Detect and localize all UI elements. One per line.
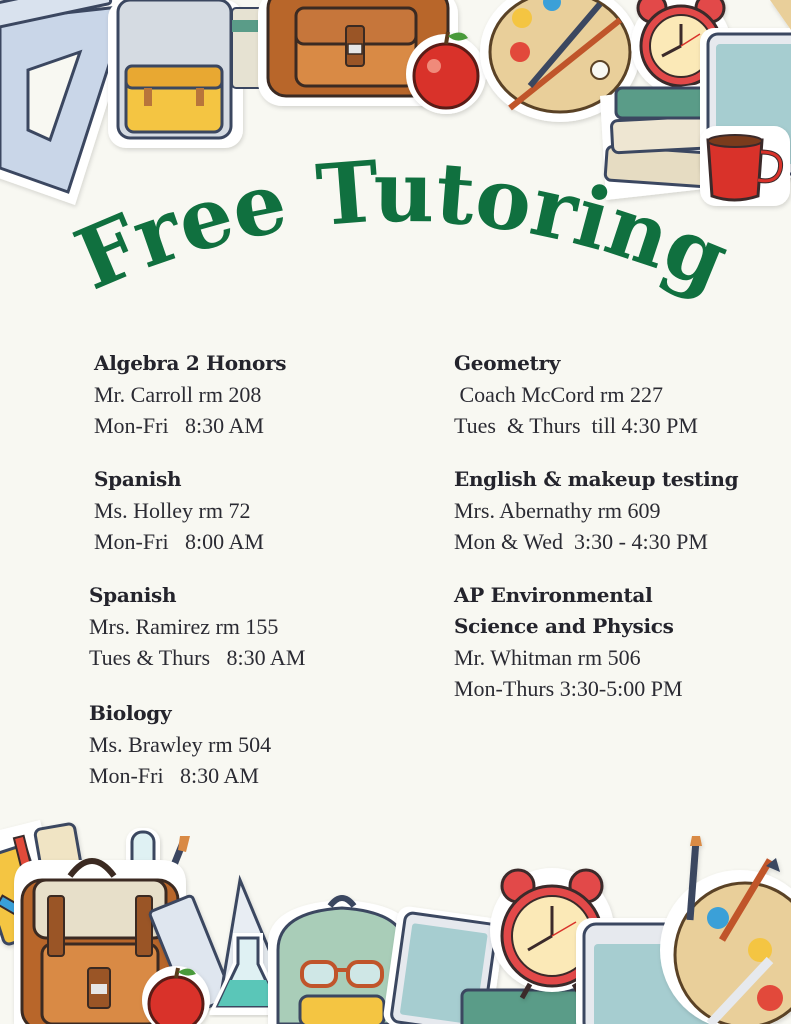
teacher-room: Mr. Whitman rm 506: [454, 645, 641, 670]
paint-palette-icon: [660, 836, 791, 1024]
subject-name: English & makeup testing: [454, 467, 739, 491]
subject-name: Spanish: [89, 583, 177, 607]
schedule: Mon-Fri 8:30 AM: [94, 413, 264, 438]
svg-text:Free Tutoring: [62, 150, 742, 310]
schedule: Mon-Thurs 3:30-5:00 PM: [454, 676, 683, 701]
teacher-room: Mr. Carroll rm 208: [94, 382, 262, 407]
subject-name: Geometry: [454, 351, 561, 375]
tutoring-entry: [454, 464, 738, 557]
subject-name: AP Environmental: [454, 583, 653, 607]
tutoring-entry: [454, 580, 683, 704]
schedule: Tues & Thurs 8:30 AM: [89, 645, 306, 670]
tutoring-entry: [94, 348, 286, 441]
subject-name: Spanish: [94, 467, 182, 491]
teacher-room: Ms. Brawley rm 504: [89, 732, 272, 757]
schedule: Mon-Fri 8:30 AM: [89, 763, 259, 788]
schedule: Tues & Thurs till 4:30 PM: [454, 413, 698, 438]
subject-name-continued: Science and Physics: [454, 614, 674, 638]
teacher-room: Mrs. Ramirez rm 155: [89, 614, 279, 639]
tutoring-entry: [89, 580, 305, 673]
schedule: Mon & Wed 3:30 - 4:30 PM: [454, 529, 708, 554]
page-title: [0, 150, 791, 340]
schedule: Mon-Fri 8:00 AM: [94, 529, 264, 554]
tutoring-entry: [94, 464, 264, 557]
teacher-room: Mrs. Abernathy rm 609: [454, 498, 661, 523]
subject-name: Biology: [89, 701, 172, 725]
teacher-room: Coach McCord rm 227: [454, 382, 663, 407]
page-title-text: Free Tutoring: [61, 150, 743, 310]
tutoring-entry: [89, 698, 271, 791]
subject-name: Algebra 2 Honors: [94, 351, 287, 375]
teacher-room: Ms. Holley rm 72: [94, 498, 251, 523]
tutoring-entry: [454, 348, 698, 441]
backpack-icon: [108, 0, 243, 148]
book-stack-icon: [462, 990, 592, 1024]
